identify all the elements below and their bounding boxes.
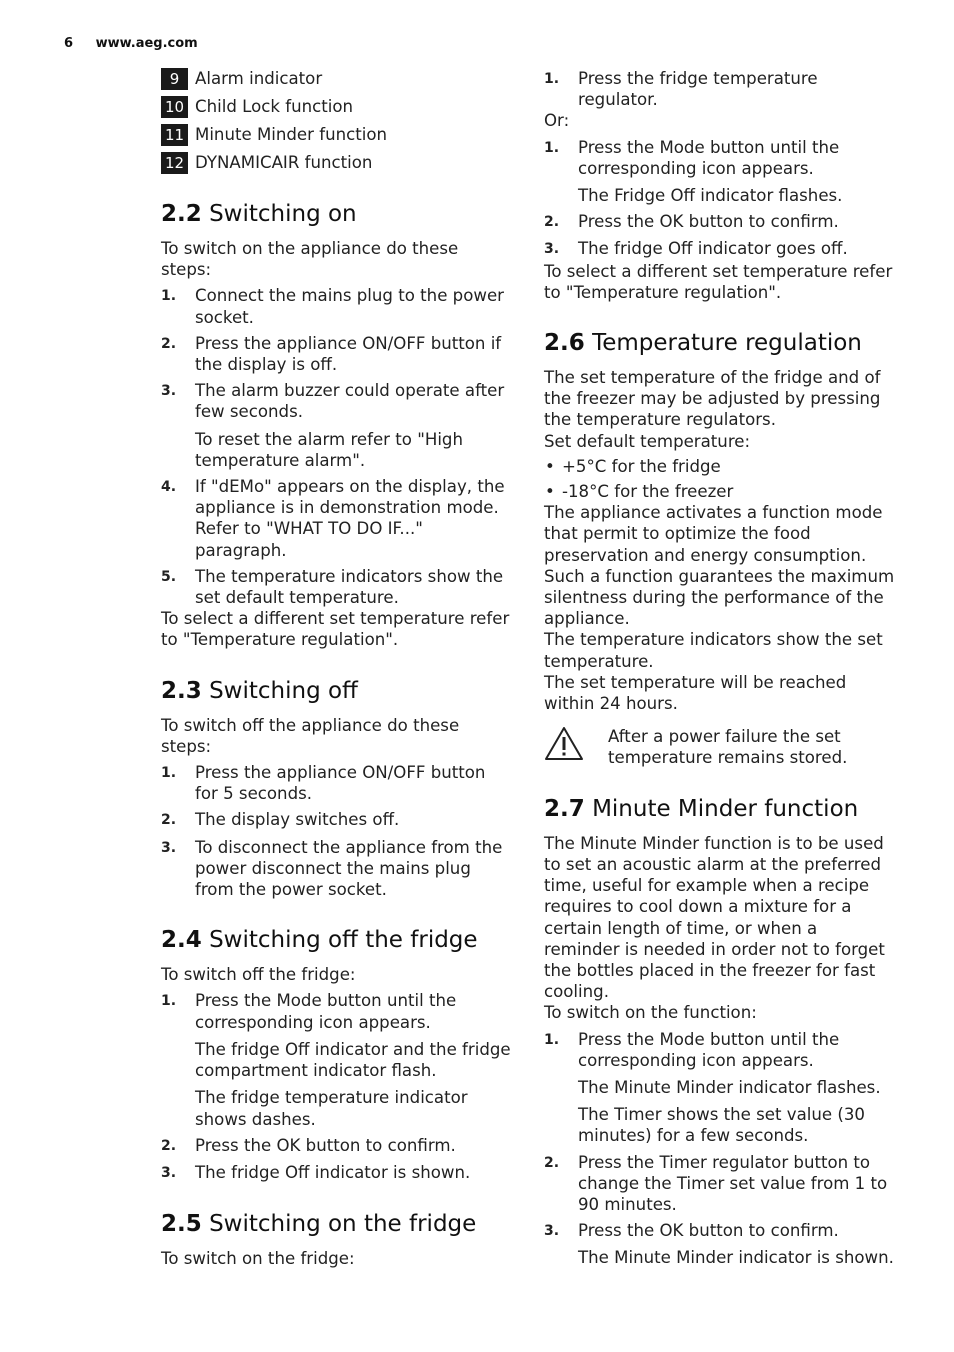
page-header <box>64 36 198 51</box>
legend-text: Alarm indicator <box>195 69 323 88</box>
step-item: 1. Press the Mode button until the corresponding icon appears. The fridge Off indicator and the fridge compartment indicator flash. The fridge temperature indicator shows dashes. <box>161 990 513 1129</box>
legend-number-box: 12 <box>161 152 188 174</box>
legend-text: Minute Minder function <box>195 125 388 144</box>
step-note: The Minute Minder indicator flashes. <box>578 1077 881 1097</box>
step-item: 3. The fridge Off indicator is shown. <box>161 1162 471 1182</box>
step-item: 3. To disconnect the appliance from the power disconnect the mains plug from the power socket. <box>161 837 503 900</box>
step-item: 2. The display switches off. <box>161 810 400 830</box>
section-heading-switching-on-fridge: 2.5 Switching on the fridge <box>161 1211 477 1238</box>
step-note: To reset the alarm refer to "High temperature alarm". <box>195 429 463 470</box>
section-heading-switching-on: 2.2 Switching on <box>161 201 357 227</box>
legend-list <box>161 68 513 174</box>
warning-text: After a power failure the set temperature remains stored. <box>608 727 848 768</box>
section-outro: To select a different set temperature refer to "Temperature regulation". <box>544 261 893 302</box>
step-item: 1. Press the appliance ON/OFF button for 5 seconds. <box>161 763 486 804</box>
legend-item <box>161 152 513 174</box>
legend-item <box>161 96 513 118</box>
paragraph: Set default temperature: <box>544 431 751 451</box>
step-item: 5. The temperature indicators show the set default temperature. <box>161 566 504 608</box>
legend-number-box: 10 <box>161 96 188 118</box>
section-intro: To switch on the appliance do these steps: <box>161 239 459 280</box>
steps-list <box>544 137 896 261</box>
steps-list <box>161 762 513 900</box>
or-text: Or: <box>544 111 570 131</box>
site-url: www.aeg.com <box>95 36 198 51</box>
paragraph: The temperature indicators show the set temperature. <box>544 630 883 671</box>
legend-item <box>161 68 513 90</box>
section-intro: To switch off the fridge: <box>161 965 356 985</box>
warning-note <box>544 726 896 768</box>
steps-list <box>544 68 896 110</box>
step-item: 3. The fridge Off indicator goes off. <box>544 239 848 259</box>
step-note: The Fridge Off indicator flashes. <box>578 186 843 206</box>
bullet-item: • -18°C for the freezer <box>545 482 734 502</box>
step-note: The fridge Off indicator and the fridge compartment indicator flash. <box>195 1039 511 1081</box>
paragraph: The set temperature of the fridge and of the freezer may be adjusted by pressing the temperature regulators. <box>544 368 881 430</box>
warning-triangle-icon <box>544 726 608 768</box>
page-number: 6 <box>64 36 74 51</box>
section-heading-switching-off: 2.3 Switching off <box>161 677 358 704</box>
left-column <box>161 68 513 1269</box>
section-outro: To select a different set temperature refer to "Temperature regulation". <box>161 609 510 650</box>
section-heading-temperature-regulation: 2.6 Temperature regulation <box>544 330 862 357</box>
section-heading-minute-minder: 2.7 Minute Minder function <box>544 795 859 822</box>
step-item: 2. Press the Timer regulator button to change the Timer set value from 1 to 90 minutes. <box>544 1152 888 1214</box>
right-column <box>544 68 896 1269</box>
legend-item <box>161 124 513 146</box>
step-item: 1. Press the Mode button until the corresponding icon appears. The Fridge Off indicator flashes. <box>544 137 896 207</box>
section-heading-switching-off-fridge: 2.4 Switching off the fridge <box>161 927 478 954</box>
steps-list <box>161 990 513 1184</box>
paragraph: To switch on the function: <box>544 1003 757 1023</box>
steps-list <box>161 285 513 608</box>
step-item: 3. Press the OK button to confirm. The Minute Minder indicator is shown. <box>544 1220 896 1268</box>
step-item: 3. The alarm buzzer could operate after few seconds. To reset the alarm refer to "High temperature alarm". <box>161 380 513 471</box>
legend-number-box: 9 <box>161 68 188 90</box>
steps-list <box>544 1029 896 1269</box>
step-item: 4. If "dEMo" appears on the display, the appliance is in demonstration mode. Refer to "WHAT TO DO IF..." paragraph. <box>161 477 505 560</box>
step-item: 2. Press the OK button to confirm. <box>544 212 839 232</box>
bullet-item: • +5°C for the fridge <box>545 456 721 476</box>
legend-number-box: 11 <box>161 124 188 146</box>
step-note: The fridge temperature indicator shows dashes. <box>195 1088 468 1129</box>
step-item: 1. Press the fridge temperature regulator. <box>544 69 818 110</box>
step-item: 1. Press the Mode button until the corresponding icon appears. The Minute Minder indicator flashes. The Timer shows the set value (30 minutes) for a few seconds. <box>544 1029 896 1147</box>
section-intro: To switch on the fridge: <box>161 1249 355 1269</box>
bullet-list <box>544 456 896 502</box>
paragraph: The Minute Minder function is to be used to set an acoustic alarm at the preferred time, useful for example when a recipe requires to cool down a mixture for a certain length of time, or when a reminder is needed in order not to forget the bottles placed in the freezer for fast cooling. <box>544 833 885 1002</box>
legend-text: DYNAMICAIR function <box>195 153 373 172</box>
step-item: 1. Connect the mains plug to the power socket. <box>161 286 504 327</box>
step-note: The Timer shows the set value (30 minutes) for a few seconds. <box>578 1105 865 1146</box>
step-item: 2. Press the appliance ON/OFF button if the display is off. <box>161 333 502 375</box>
step-note: The Minute Minder indicator is shown. <box>578 1248 894 1268</box>
paragraph: The appliance activates a function mode that permit to optimize the food preservation and energy consumption. <box>544 503 883 565</box>
legend-text: Child Lock function <box>195 97 354 116</box>
paragraph: The set temperature will be reached within 24 hours. <box>544 672 847 714</box>
paragraph: Such a function guarantees the maximum silentness during the performance of the appliance. <box>544 566 895 629</box>
section-intro: To switch off the appliance do these steps: <box>161 715 460 756</box>
step-item: 2. Press the OK button to confirm. <box>161 1135 456 1155</box>
